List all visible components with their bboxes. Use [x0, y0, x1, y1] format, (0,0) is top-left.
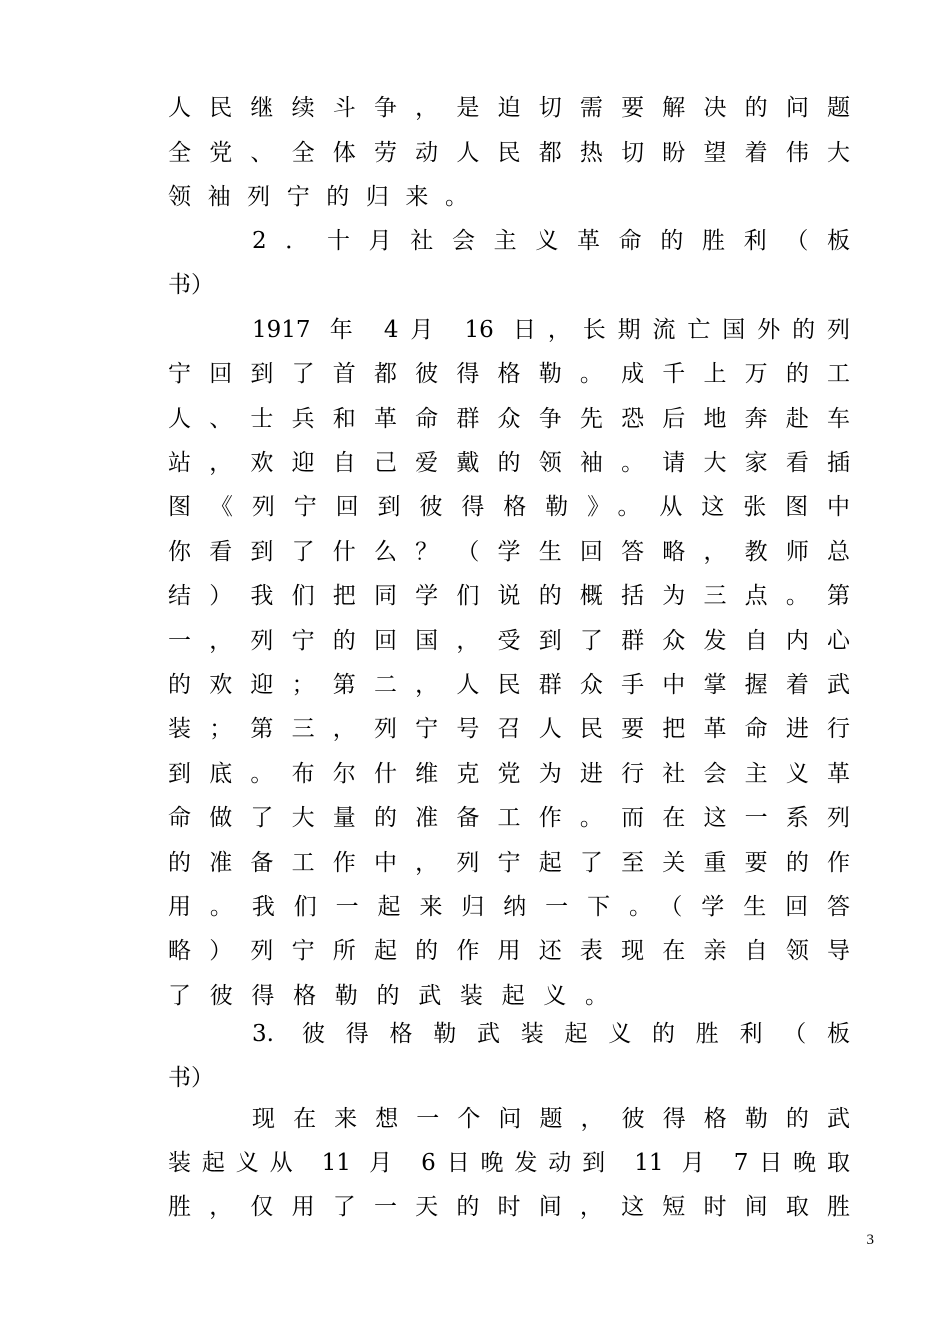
text-line: 书）	[168, 272, 214, 298]
text-line: 你看到了什么？（学生回答略，教师总	[168, 539, 850, 565]
text-line: 结）我们把同学们说的概括为三点。第	[168, 583, 850, 609]
text-line: 人、士兵和革命群众争先恐后地奔赴车	[168, 406, 850, 432]
text-line: 领袖列宁的归来。	[168, 184, 468, 210]
text-line: 胜，仅用了一天的时间，这短时间取胜	[168, 1194, 850, 1220]
text-line: 的欢迎；第二，人民群众手中掌握着武	[168, 672, 850, 698]
text-line: 装；第三，列宁号召人民要把革命进行	[168, 716, 850, 742]
page-number: 3	[866, 1232, 874, 1248]
section-heading: 2．十月社会主义革命的胜利（板	[252, 228, 850, 254]
text-line: 现在来想一个问题，彼得格勒的武	[252, 1106, 850, 1132]
text-line: 的准备工作中，列宁起了至关重要的作	[168, 850, 850, 876]
text-line: 装起义从 11 月 6日晚发动到 11 月 7日晚取	[168, 1150, 850, 1176]
text-line: 书）	[168, 1065, 214, 1091]
text-line: 一，列宁的回国，受到了群众发自内心	[168, 628, 850, 654]
text-line: 到底。布尔什维克党为进行社会主义革	[168, 761, 850, 787]
text-line: 宁回到了首都彼得格勒。成千上万的工	[168, 361, 850, 387]
text-line: 图《列宁回到彼得格勒》。从这张图中	[168, 494, 850, 520]
text-line: 站，欢迎自己爱戴的领袖。请大家看插	[168, 450, 850, 476]
text-line: 了彼得格勒的武装起义。	[168, 983, 608, 1009]
text-line: 命做了大量的准备工作。而在这一系列	[168, 805, 850, 831]
text-line: 人民继续斗争，是迫切需要解决的问题	[168, 95, 850, 121]
text-line: 全党、全体劳动人民都热切盼望着伟大	[168, 140, 850, 166]
text-line: 1917 年 4月 16 日，长期流亡国外的列	[252, 317, 850, 343]
text-line: 略）列宁所起的作用还表现在亲自领导	[168, 938, 850, 964]
text-line: 用。我们一起来归纳一下。（学生回答	[168, 894, 850, 920]
section-heading: 3. 彼得格勒武装起义的胜利（板	[252, 1021, 850, 1047]
